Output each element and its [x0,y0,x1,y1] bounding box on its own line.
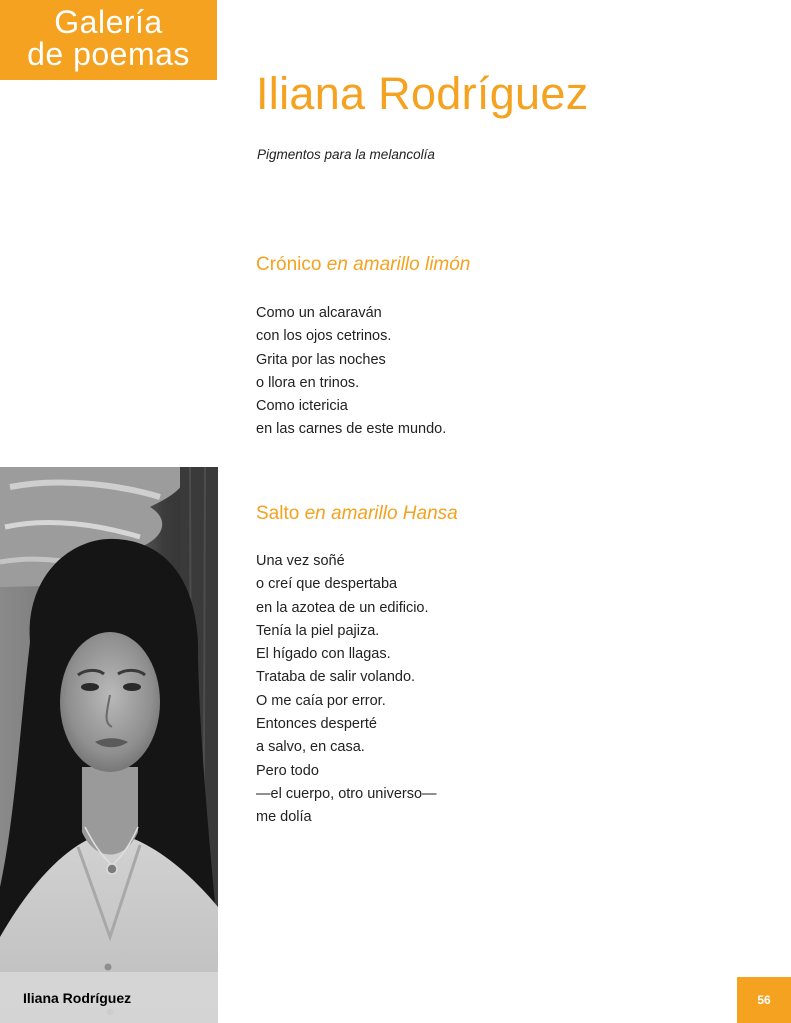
author-portrait-illustration [0,467,218,1023]
author-name: Iliana Rodríguez [256,68,589,119]
poem-1-title-italic: en amarillo limón [326,254,471,275]
poem-2-title [256,503,458,525]
poem-line: Entonces desperté [256,716,377,733]
poem-line: Una vez soñé [256,553,345,569]
poem-1-title-main: Crónico [256,254,322,275]
poem-2-title-main: Salto [256,503,300,524]
poem-line: en las carnes de este mundo. [256,421,447,438]
section-header [0,0,217,80]
poem-line: El hígado con llagas. [256,646,391,663]
poem-line: a salvo, en casa. [256,739,365,756]
poem-1-title [256,254,470,276]
poem-2-title-italic: en amarillo Hansa [304,503,458,524]
poem-line: Como un alcaraván [256,305,382,321]
poem-line: con los ojos cetrinos. [256,328,392,345]
poem-1-body [256,302,446,442]
page-number: 56 [737,977,791,1023]
poem-line: o llora en trinos. [256,374,360,391]
poem-line: Trataba de salir volando. [256,669,416,686]
poem-line: o creí que despertaba [256,576,398,593]
poem-line: Grita por las noches [256,351,386,368]
section-title-line-1: Galería [54,4,163,40]
poem-line: me dolía [256,809,312,826]
section-title-line-2: de poemas [27,36,190,72]
poem-line: en la azotea de un edificio. [256,599,429,616]
collection-title: Pigmentos para la melancolía [257,147,435,162]
poem-line: Como ictericia [256,398,348,415]
poem-line: Pero todo [256,762,319,779]
author-photo [0,467,218,1023]
poem-2-body [256,550,437,830]
poem-line: —el cuerpo, otro universo— [256,785,437,802]
poem-line: O me caía por error. [256,692,386,709]
photo-caption: Iliana Rodríguez [23,990,132,1006]
poem-line: Tenía la piel pajiza. [256,622,380,639]
